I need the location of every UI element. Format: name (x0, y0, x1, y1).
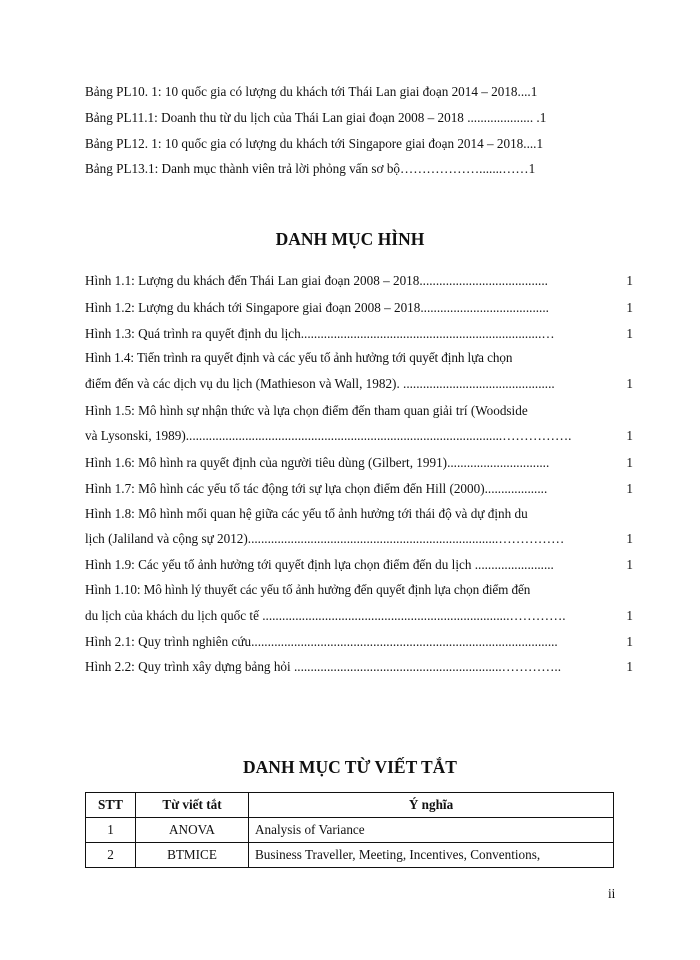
figure-entry (85, 300, 633, 318)
figure-entry (85, 481, 633, 499)
column-header-abbreviation: Từ viết tắt (136, 793, 249, 818)
figure-entry-page: 1 (626, 557, 633, 572)
abbreviations-table (85, 792, 614, 868)
figure-entry-continuation: lịch (Jaliland và cộng sự 2012)............................................................................…………… (85, 531, 565, 546)
abbreviations-heading: DANH MỤC TỪ VIẾT TẮT (243, 757, 457, 777)
row-stt: 1 (86, 818, 136, 843)
figure-entry-text: Hình 2.1: Quy trình nghiên cứu............................................................................................. (85, 634, 558, 649)
tables-list-item: Bảng PL11.1: Doanh thu từ du lịch của Thái Lan giai đoạn 2008 – 2018 .................... .1 (85, 110, 547, 125)
figure-entry (85, 608, 633, 626)
figure-entry (85, 557, 633, 575)
figure-entry-page: 1 (626, 326, 633, 341)
row-abbreviation: BTMICE (136, 843, 249, 868)
row-stt: 2 (86, 843, 136, 868)
figure-entry-text: Hình 1.10: Mô hình lý thuyết các yếu tố ảnh hưởng đến quyết định lựa chọn điểm đến (85, 582, 531, 597)
figure-entry (85, 659, 633, 677)
figure-entry-continuation: điểm đến và các dịch vụ du lịch (Mathieson và Wall, 1982). .............................................. (85, 376, 555, 391)
figure-entry-page: 1 (626, 428, 633, 443)
figure-entry-page: 1 (626, 608, 633, 623)
figure-entry-page: 1 (626, 481, 633, 496)
tables-list-item: Bảng PL12. 1: 10 quốc gia có lượng du khách tới Singapore giai đoạn 2014 – 2018....1 (85, 136, 544, 151)
figure-entry-page: 1 (626, 659, 633, 674)
figure-entry (85, 634, 633, 652)
figure-entry-text: Hình 1.1: Lượng du khách đến Thái Lan giai đoạn 2008 – 2018....................................... (85, 273, 548, 288)
table-header-row (86, 793, 614, 818)
figure-entry-page: 1 (626, 634, 633, 649)
figure-entry (85, 326, 633, 344)
figure-entry-text: Hình 1.5: Mô hình sự nhận thức và lựa chọn điểm đến tham quan giải trí (Woodside (85, 403, 528, 418)
figure-entry-page: 1 (626, 531, 633, 546)
column-header-stt: STT (86, 793, 136, 818)
tables-list-item: Bảng PL13.1: Danh mục thành viên trả lời phỏng vấn sơ bộ……………….......……1 (85, 161, 536, 176)
figure-entry-page: 1 (626, 455, 633, 470)
figure-entry-text: Hình 1.3: Quá trình ra quyết định du lịch.........................................................................… (85, 326, 555, 341)
row-meaning: Business Traveller, Meeting, Incentives, Conventions, (249, 843, 614, 868)
figure-entry-text: Hình 1.4: Tiến trình ra quyết định và các yếu tố ảnh hưởng tới quyết định lựa chọn (85, 350, 513, 365)
figure-entry-text: Hình 1.8: Mô hình mối quan hệ giữa các yếu tố ảnh hưởng tới thái độ và dự định du (85, 506, 528, 521)
figure-entry-text: Hình 1.7: Mô hình các yếu tố tác động tới sự lựa chọn điểm đến Hill (2000)................... (85, 481, 548, 496)
figure-entry-text: Hình 2.2: Quy trình xây dựng bảng hỏi ...............................................................………….. (85, 659, 562, 674)
figure-entry (85, 455, 633, 473)
figure-entry-continuation: du lịch của khách du lịch quốc tế ...........................................................................…………. (85, 608, 566, 623)
figure-entry-text: Hình 1.9: Các yếu tố ảnh hưởng tới quyết định lựa chọn điểm đến du lịch ........................ (85, 557, 554, 572)
figure-entry-text: Hình 1.2: Lượng du khách tới Singapore giai đoạn 2008 – 2018....................................... (85, 300, 549, 315)
figure-entry-text: Hình 1.6: Mô hình ra quyết định của người tiêu dùng (Gilbert, 1991)............................... (85, 455, 550, 470)
figure-entry-page: 1 (626, 376, 633, 391)
page-number: ii (608, 886, 616, 901)
column-header-meaning: Ý nghĩa (249, 793, 614, 818)
row-abbreviation: ANOVA (136, 818, 249, 843)
figure-entry (85, 273, 633, 291)
figure-entry-continuation: và Lysonski, 1989)................................................................................................……………. (85, 428, 572, 443)
figure-entry (85, 428, 633, 446)
figure-entry (85, 531, 633, 549)
figure-entry-page: 1 (626, 300, 633, 315)
figures-heading: DANH MỤC HÌNH (275, 229, 425, 249)
table-row (86, 818, 614, 843)
row-meaning: Analysis of Variance (249, 818, 614, 843)
figure-entry-page: 1 (626, 273, 633, 288)
table-row (86, 843, 614, 868)
figure-entry (85, 376, 633, 394)
tables-list-item: Bảng PL10. 1: 10 quốc gia có lượng du khách tới Thái Lan giai đoạn 2014 – 2018....1 (85, 84, 538, 99)
